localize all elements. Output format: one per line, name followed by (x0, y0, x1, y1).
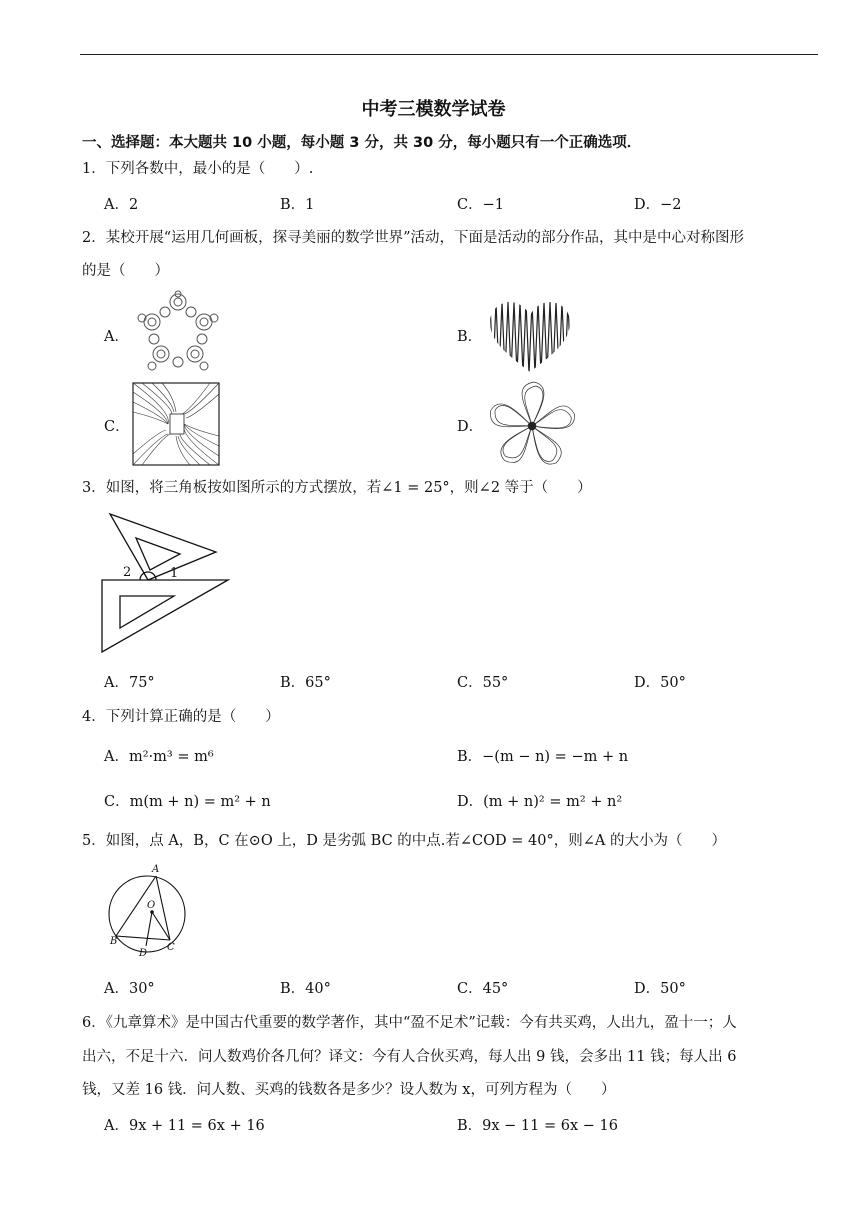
q2-option-a: A． (104, 329, 129, 345)
point-label-a: A (152, 864, 160, 875)
q3-option-b: B．65° (280, 675, 331, 691)
angle-label-1: 1 (170, 566, 179, 581)
question-6-stem-line3: 钱，又差 16 钱．问人数、买鸡的钱数各是多少？设人数为 x，可列方程为（ ） (82, 1082, 616, 1098)
fractal-pentagon-figure (132, 292, 224, 374)
header-rule (80, 54, 818, 55)
q1-option-d: D．−2 (634, 197, 682, 213)
flower-curve-figure (484, 378, 580, 472)
q5-option-d: D．50° (634, 981, 686, 997)
question-3-stem: 3．如图，将三角板按如图所示的方式摆放，若∠1 = 25°，则∠2 等于（ ） (82, 480, 592, 496)
q5-option-b: B．40° (280, 981, 331, 997)
question-2-stem-line1: 2．某校开展“运用几何画板，探寻美丽的数学世界”活动，下面是活动的部分作品，其中是中心对称图形 (82, 230, 745, 246)
q3-option-d: D．50° (634, 675, 686, 691)
q4-option-c: C．m(m + n) = m² + n (104, 794, 271, 810)
question-1-stem: 1．下列各数中，最小的是（ ）. (82, 161, 314, 177)
point-label-c: C (167, 942, 175, 953)
point-label-o: O (147, 900, 156, 911)
q2-option-b: B． (457, 329, 483, 345)
q6-option-a: A．9x + 11 = 6x + 16 (104, 1118, 265, 1134)
question-4-stem: 4．下列计算正确的是（ ） (82, 709, 280, 725)
q2-option-c: C． (104, 419, 130, 435)
q4-option-b: B．−(m − n) = −m + n (457, 749, 629, 765)
question-6-stem-line1: 6．《九章算术》是中国古代重要的数学著作，其中“盈不足术”记载：今有共买鸡，人出九，盈十一；人 (82, 1015, 737, 1031)
circle-figure (100, 862, 196, 962)
q3-option-c: C．55° (457, 675, 509, 691)
page-title: 中考三模数学试卷 (361, 99, 506, 120)
q2-option-d: D． (457, 419, 484, 435)
spiral-square-figure (132, 382, 220, 466)
q1-option-c: C．−1 (457, 197, 504, 213)
point-label-d: D (139, 948, 148, 959)
q1-option-b: B．1 (280, 197, 315, 213)
section-heading: 一、选择题：本大题共 10 小题，每小题 3 分，共 30 分，每小题只有一个正确选项． (82, 135, 642, 151)
q3-option-a: A．75° (104, 675, 155, 691)
point-label-b: B (110, 936, 118, 947)
question-2-stem-line2: 的是（ ） (82, 263, 169, 279)
q5-option-c: C．45° (457, 981, 509, 997)
q5-option-a: A．30° (104, 981, 155, 997)
angle-label-2: 2 (123, 565, 132, 580)
q1-option-a: A．2 (104, 197, 139, 213)
question-5-stem: 5．如图，点 A，B，C 在⊙O 上，D 是劣弧 BC 的中点.若∠COD = 40°，则∠A 的大小为（ ） (82, 833, 726, 849)
set-square-figure (100, 512, 230, 654)
wave-heart-figure (488, 300, 572, 374)
q6-option-b: B．9x − 11 = 6x − 16 (457, 1118, 618, 1134)
question-6-stem-line2: 出六，不足十六．问人数鸡价各几何？译文：今有人合伙买鸡，每人出 9 钱，会多出 11 钱；每人出 6 (82, 1049, 737, 1065)
q4-option-d: D．(m + n)² = m² + n² (457, 794, 623, 810)
q4-option-a: A．m²·m³ = m⁶ (104, 749, 214, 765)
